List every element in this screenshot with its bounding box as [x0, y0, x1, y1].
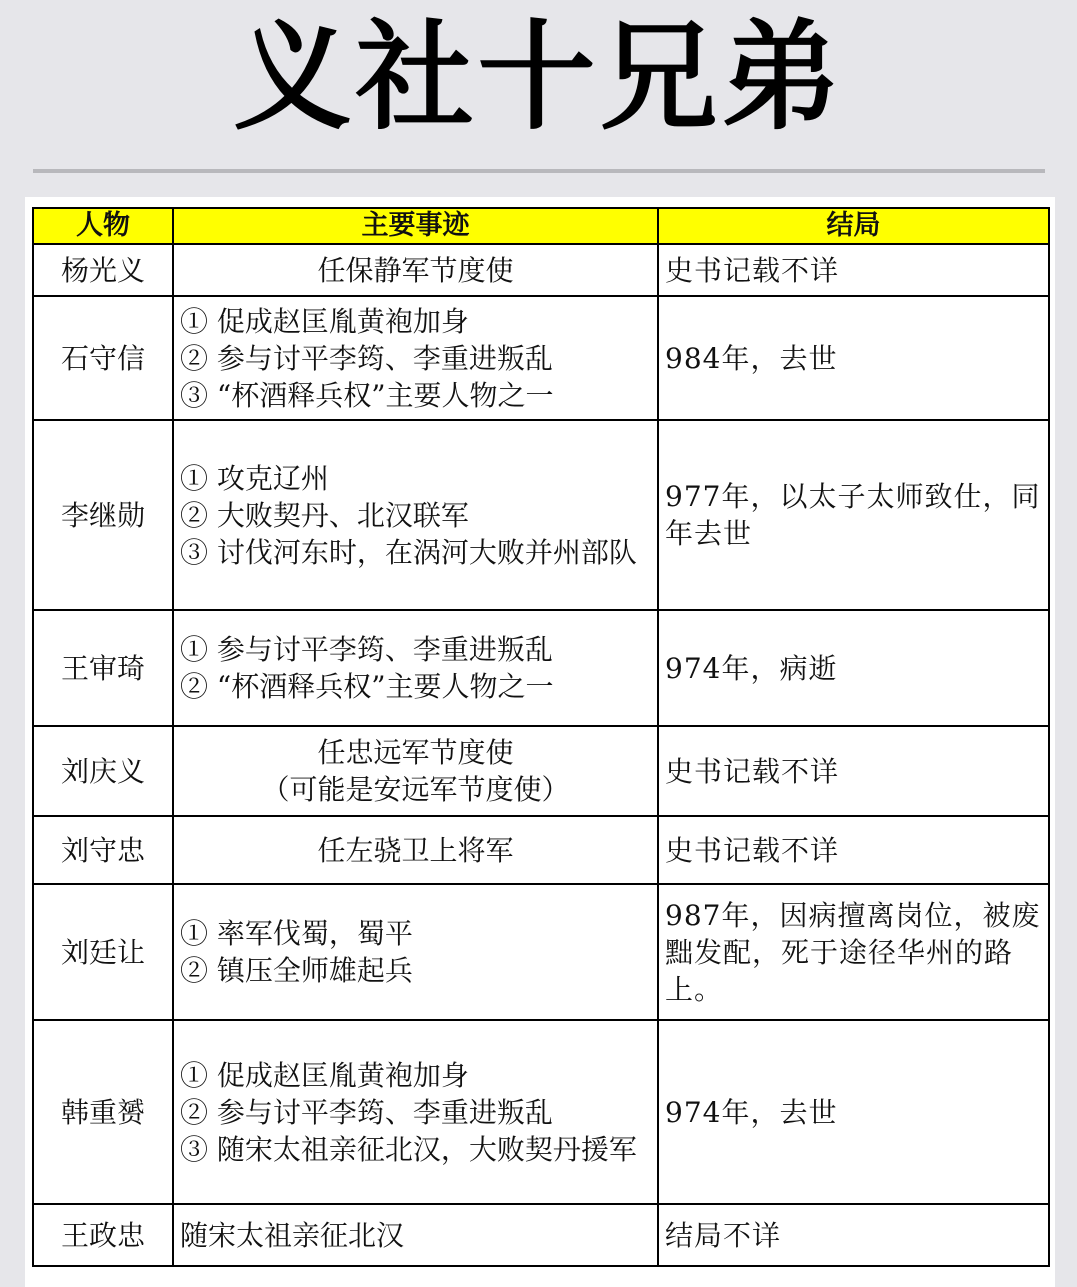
deeds-cell	[173, 610, 658, 726]
deed-line: ① 促成赵匡胤黄袍加身	[180, 1058, 469, 1092]
person-name: 杨光义	[33, 244, 173, 296]
outcome-cell: 史书记载不详	[658, 726, 1049, 816]
table-row	[33, 420, 1049, 610]
deed-line: 任保静军节度使	[317, 253, 514, 287]
person-name: 王审琦	[33, 610, 173, 726]
deed-line: ② 参与讨平李筠、李重进叛乱	[180, 1095, 553, 1129]
outcome-cell: 史书记载不详	[658, 244, 1049, 296]
outcome-cell: 结局不详	[658, 1204, 1049, 1266]
deed-line: ① 参与讨平李筠、李重进叛乱	[180, 633, 553, 666]
deed-line: ① 率军伐蜀，蜀平	[180, 917, 413, 950]
person-name: 王政忠	[33, 1204, 173, 1266]
person-name: 李继勋	[33, 420, 173, 610]
table-row	[33, 816, 1049, 884]
deed-line: 任忠远军节度使	[317, 736, 514, 769]
deeds-cell	[173, 1020, 658, 1204]
person-name: 刘廷让	[33, 884, 173, 1020]
deeds-cell	[173, 816, 658, 884]
outcome-cell: 974年，去世	[658, 1020, 1049, 1204]
header-person: 人物	[33, 208, 173, 244]
deed-line: ③ “杯酒释兵权”主要人物之一	[180, 378, 554, 412]
outcome-cell: 977年，以太子太师致仕，同年去世	[658, 420, 1049, 610]
deed-line: ② 镇压全师雄起兵	[180, 954, 413, 987]
table-row	[33, 610, 1049, 726]
deeds-cell	[173, 296, 658, 420]
person-name: 刘守忠	[33, 816, 173, 884]
deeds-cell	[173, 420, 658, 610]
outcome-cell: 984年，去世	[658, 296, 1049, 420]
deed-line: （可能是安远军节度使）	[261, 773, 570, 806]
table-row	[33, 884, 1049, 1020]
table-row	[33, 1020, 1049, 1204]
deeds-cell	[173, 1204, 658, 1266]
deed-line: 任左骁卫上将军	[317, 833, 514, 867]
table-row	[33, 1204, 1049, 1266]
table-row	[33, 296, 1049, 420]
title-divider	[33, 169, 1045, 173]
deed-line: ② “杯酒释兵权”主要人物之一	[180, 670, 554, 703]
deed-line: ① 攻克辽州	[180, 461, 329, 495]
deed-line: ② 参与讨平李筠、李重进叛乱	[180, 341, 553, 375]
person-name: 石守信	[33, 296, 173, 420]
table-header-row	[33, 208, 1049, 244]
deed-line: 随宋太祖亲征北汉	[180, 1218, 405, 1252]
header-deeds: 主要事迹	[173, 208, 658, 244]
deed-line: ③ 随宋太祖亲征北汉，大败契丹援军	[180, 1132, 637, 1166]
outcome-cell: 史书记载不详	[658, 816, 1049, 884]
person-name: 刘庆义	[33, 726, 173, 816]
header-outcome: 结局	[658, 208, 1049, 244]
deeds-cell	[173, 726, 658, 816]
deed-line: ② 大败契丹、北汉联军	[180, 498, 469, 532]
outcome-cell: 987年，因病擅离岗位，被废黜发配，死于途径华州的路上。	[658, 884, 1049, 1020]
deeds-cell	[173, 244, 658, 296]
page-title: 义社十兄弟	[233, 8, 844, 146]
deeds-cell	[173, 884, 658, 1020]
brothers-table	[32, 207, 1050, 1267]
deed-line: ① 促成赵匡胤黄袍加身	[180, 304, 469, 338]
person-name: 韩重赟	[33, 1020, 173, 1204]
deed-line: ③ 讨伐河东时，在涡河大败并州部队	[180, 535, 637, 569]
outcome-cell: 974年，病逝	[658, 610, 1049, 726]
table-row	[33, 726, 1049, 816]
table-row	[33, 244, 1049, 296]
